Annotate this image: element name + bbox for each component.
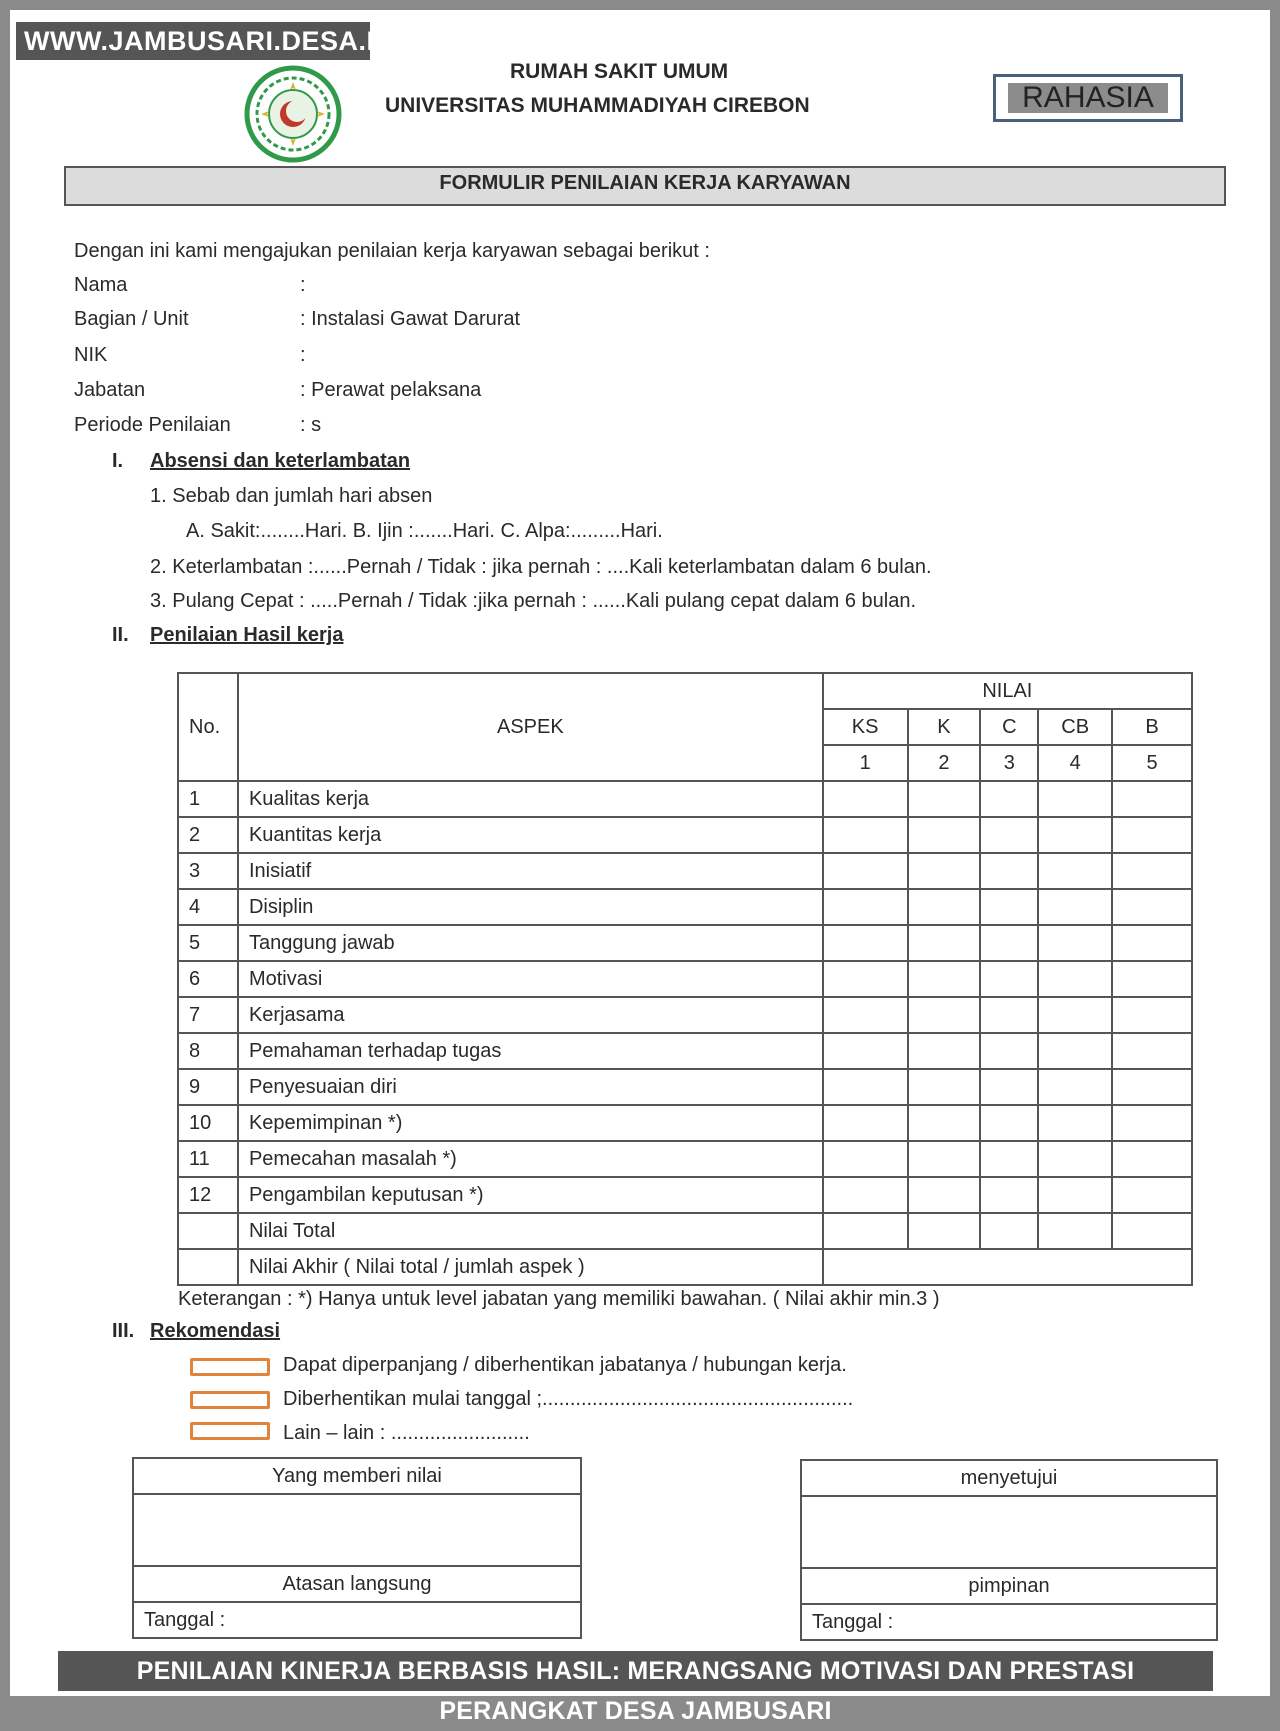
- table-row: [178, 1105, 1192, 1141]
- section3-title: Rekomendasi: [150, 1320, 281, 1342]
- field-value-jabatan: : Perawat pelaksana: [300, 379, 482, 401]
- row-number: 10: [178, 1105, 238, 1141]
- signature-left-role: Atasan langsung: [133, 1566, 581, 1602]
- score-cell-3[interactable]: [980, 1105, 1038, 1141]
- score-cell-5[interactable]: [1112, 889, 1192, 925]
- field-value-nama: :: [300, 274, 306, 296]
- row-aspect: Motivasi: [238, 961, 823, 997]
- score-cell-2[interactable]: [908, 1177, 981, 1213]
- signature-right-role: pimpinan: [801, 1568, 1217, 1604]
- row-aspect: Kualitas kerja: [238, 781, 823, 817]
- score-cell-1[interactable]: [823, 889, 908, 925]
- section1-item-3: 3. Pulang Cepat : .....Pernah / Tidak :jika pernah : ......Kali pulang cepat dalam 6 bulan.: [150, 590, 917, 612]
- score-cell-1[interactable]: [823, 1105, 908, 1141]
- field-label-nik: NIK: [74, 344, 108, 366]
- table-row: [178, 961, 1192, 997]
- row-aspect: Kepemimpinan *): [238, 1105, 823, 1141]
- table-row-final: [178, 1249, 1192, 1285]
- table-row: [178, 853, 1192, 889]
- watermark-banner: WWW.JAMBUSARI.DESA.ID: [16, 22, 370, 60]
- score-cell-1[interactable]: [823, 817, 908, 853]
- score-cell-2[interactable]: [908, 1033, 981, 1069]
- total-cell-4[interactable]: [1038, 1213, 1112, 1249]
- field-label-periode: Periode Penilaian: [74, 414, 231, 436]
- table-row: [178, 889, 1192, 925]
- score-cell-1[interactable]: [823, 997, 908, 1033]
- total-cell-2[interactable]: [908, 1213, 981, 1249]
- signature-left-space[interactable]: [133, 1494, 581, 1566]
- recommendation-option-2: Diberhentikan mulai tanggal ;........................................................: [283, 1388, 854, 1410]
- recommendation-option-3: Lain – lain : .........................: [283, 1422, 530, 1444]
- header-no: No.: [178, 673, 238, 781]
- hospital-logo-icon: [238, 64, 348, 164]
- score-3: 3: [980, 745, 1038, 781]
- hospital-name-line2: UNIVERSITAS MUHAMMADIYAH CIREBON: [385, 94, 810, 117]
- section3-number: III.: [112, 1320, 135, 1342]
- row-number: 9: [178, 1069, 238, 1105]
- table-row: [178, 1033, 1192, 1069]
- table-row: [178, 925, 1192, 961]
- score-cell-4[interactable]: [1038, 925, 1112, 961]
- field-label-jabatan: Jabatan: [74, 379, 146, 401]
- score-cell-1[interactable]: [823, 781, 908, 817]
- score-cell-4[interactable]: [1038, 1033, 1112, 1069]
- score-cell-4[interactable]: [1038, 781, 1112, 817]
- table-row-total: [178, 1213, 1192, 1249]
- confidential-stamp: [993, 74, 1183, 122]
- score-cell-4[interactable]: [1038, 1069, 1112, 1105]
- grade-ks: KS: [823, 709, 908, 745]
- score-cell-3[interactable]: [980, 853, 1038, 889]
- row-aspect: Pengambilan keputusan *): [238, 1177, 823, 1213]
- score-cell-1[interactable]: [823, 1069, 908, 1105]
- section2-title: Penilaian Hasil kerja: [150, 624, 344, 646]
- row-number: 4: [178, 889, 238, 925]
- row-aspect: Disiplin: [238, 889, 823, 925]
- hospital-name-line1: RUMAH SAKIT UMUM: [510, 60, 729, 83]
- row-number: 2: [178, 817, 238, 853]
- grade-b: B: [1112, 709, 1192, 745]
- grade-c: C: [980, 709, 1038, 745]
- score-cell-5[interactable]: [1112, 1177, 1192, 1213]
- score-cell-2[interactable]: [908, 1069, 981, 1105]
- row-number: 6: [178, 961, 238, 997]
- row-aspect: Inisiatif: [238, 853, 823, 889]
- header-aspek: ASPEK: [238, 673, 823, 781]
- score-4: 4: [1038, 745, 1112, 781]
- table-row: [178, 781, 1192, 817]
- table-row: [178, 1141, 1192, 1177]
- footer-banner: PENILAIAN KINERJA BERBASIS HASIL: MERANGSANG MOTIVASI DAN PRESTASI PERANGKAT DESA JAMBUSARI: [58, 1651, 1213, 1691]
- score-cell-5[interactable]: [1112, 925, 1192, 961]
- score-cell-5[interactable]: [1112, 1105, 1192, 1141]
- signature-left-title: Yang memberi nilai: [133, 1458, 581, 1494]
- signature-right-date: Tanggal :: [801, 1604, 1217, 1640]
- score-2: 2: [908, 745, 981, 781]
- score-cell-2[interactable]: [908, 1141, 981, 1177]
- grade-k: K: [908, 709, 981, 745]
- score-cell-3[interactable]: [980, 817, 1038, 853]
- field-value-nik: :: [300, 344, 306, 366]
- score-cell-5[interactable]: [1112, 817, 1192, 853]
- field-label-nama: Nama: [74, 274, 128, 296]
- signature-box-left: [132, 1457, 582, 1639]
- section1-item-2: 2. Keterlambatan :......Pernah / Tidak : jika pernah : ....Kali keterlambatan dalam 6 bulan.: [150, 556, 932, 578]
- score-cell-3[interactable]: [980, 925, 1038, 961]
- score-cell-2[interactable]: [908, 889, 981, 925]
- recommendation-option-1: Dapat diperpanjang / diberhentikan jabatanya / hubungan kerja.: [283, 1354, 847, 1376]
- score-cell-5[interactable]: [1112, 1141, 1192, 1177]
- section1-item-absence: A. Sakit:........Hari. B. Ijin :.......Hari. C. Alpa:.........Hari.: [186, 520, 663, 542]
- row-number: 7: [178, 997, 238, 1033]
- recommendation-checkbox-1[interactable]: [190, 1358, 270, 1376]
- total-cell-3[interactable]: [980, 1213, 1038, 1249]
- score-cell-4[interactable]: [1038, 1177, 1112, 1213]
- score-cell-4[interactable]: [1038, 997, 1112, 1033]
- score-cell-5[interactable]: [1112, 1033, 1192, 1069]
- field-label-unit: Bagian / Unit: [74, 308, 189, 330]
- table-row: [178, 817, 1192, 853]
- score-cell-4[interactable]: [1038, 961, 1112, 997]
- row-aspect: Tanggung jawab: [238, 925, 823, 961]
- score-cell-2[interactable]: [908, 781, 981, 817]
- intro-text: Dengan ini kami mengajukan penilaian kerja karyawan sebagai berikut :: [74, 240, 710, 262]
- section1-number: I.: [112, 450, 124, 472]
- score-cell-2[interactable]: [908, 961, 981, 997]
- recommendation-checkbox-3[interactable]: [190, 1422, 270, 1440]
- total-label: Nilai Total: [238, 1213, 823, 1249]
- final-label: Nilai Akhir ( Nilai total / jumlah aspek ): [238, 1249, 823, 1285]
- score-cell-5[interactable]: [1112, 853, 1192, 889]
- row-number: 5: [178, 925, 238, 961]
- score-cell-1[interactable]: [823, 1033, 908, 1069]
- score-cell-2[interactable]: [908, 925, 981, 961]
- score-cell-3[interactable]: [980, 889, 1038, 925]
- table-note: Keterangan : *) Hanya untuk level jabatan yang memiliki bawahan. ( Nilai akhir min.3 ): [178, 1288, 940, 1310]
- final-value-cell[interactable]: [823, 1249, 1192, 1285]
- table-row: [178, 997, 1192, 1033]
- row-aspect: Penyesuaian diri: [238, 1069, 823, 1105]
- score-cell-1[interactable]: [823, 853, 908, 889]
- score-cell-5[interactable]: [1112, 961, 1192, 997]
- document-page: [10, 10, 1270, 1696]
- score-cell-4[interactable]: [1038, 817, 1112, 853]
- field-value-periode: : s: [300, 414, 322, 436]
- score-cell-2[interactable]: [908, 853, 981, 889]
- section1-title: Absensi dan keterlambatan: [150, 450, 411, 472]
- signature-box-right: [800, 1459, 1218, 1641]
- score-cell-5[interactable]: [1112, 1069, 1192, 1105]
- score-cell-2[interactable]: [908, 1105, 981, 1141]
- total-cell-1[interactable]: [823, 1213, 908, 1249]
- row-aspect: Kerjasama: [238, 997, 823, 1033]
- score-5: 5: [1112, 745, 1192, 781]
- score-cell-3[interactable]: [980, 961, 1038, 997]
- row-number: 8: [178, 1033, 238, 1069]
- table-row: [178, 1177, 1192, 1213]
- table-row: [178, 1069, 1192, 1105]
- row-aspect: Kuantitas kerja: [238, 817, 823, 853]
- score-cell-3[interactable]: [980, 1177, 1038, 1213]
- score-cell-3[interactable]: [980, 1033, 1038, 1069]
- grade-cb: CB: [1038, 709, 1112, 745]
- score-cell-3[interactable]: [980, 1069, 1038, 1105]
- score-cell-5[interactable]: [1112, 997, 1192, 1033]
- row-number: 3: [178, 853, 238, 889]
- score-cell-2[interactable]: [908, 817, 981, 853]
- total-cell-5[interactable]: [1112, 1213, 1192, 1249]
- signature-right-title: menyetujui: [801, 1460, 1217, 1496]
- score-cell-3[interactable]: [980, 1141, 1038, 1177]
- score-cell-4[interactable]: [1038, 1141, 1112, 1177]
- score-1: 1: [823, 745, 908, 781]
- form-title: FORMULIR PENILAIAN KERJA KARYAWAN: [64, 166, 1226, 206]
- section1-item-1: 1. Sebab dan jumlah hari absen: [150, 485, 433, 507]
- header-nilai: NILAI: [823, 673, 1192, 709]
- score-cell-1[interactable]: [823, 1177, 908, 1213]
- row-number: 12: [178, 1177, 238, 1213]
- signature-left-date: Tanggal :: [133, 1602, 581, 1638]
- score-cell-1[interactable]: [823, 961, 908, 997]
- row-aspect: Pemecahan masalah *): [238, 1141, 823, 1177]
- score-cell-3[interactable]: [980, 997, 1038, 1033]
- section2-number: II.: [112, 624, 129, 646]
- score-cell-5[interactable]: [1112, 781, 1192, 817]
- score-cell-1[interactable]: [823, 1141, 908, 1177]
- score-cell-4[interactable]: [1038, 889, 1112, 925]
- total-no-cell: [178, 1213, 238, 1249]
- score-cell-3[interactable]: [980, 781, 1038, 817]
- row-aspect: Pemahaman terhadap tugas: [238, 1033, 823, 1069]
- score-cell-4[interactable]: [1038, 853, 1112, 889]
- score-cell-4[interactable]: [1038, 1105, 1112, 1141]
- score-cell-2[interactable]: [908, 997, 981, 1033]
- field-value-unit: : Instalasi Gawat Darurat: [300, 308, 521, 330]
- assessment-table: [177, 672, 1193, 1286]
- confidential-label: RAHASIA: [1008, 83, 1168, 113]
- score-cell-1[interactable]: [823, 925, 908, 961]
- aspect-rows: [178, 781, 1192, 1213]
- signature-right-space[interactable]: [801, 1496, 1217, 1568]
- recommendation-checkbox-2[interactable]: [190, 1391, 270, 1409]
- row-number: 1: [178, 781, 238, 817]
- final-no-cell: [178, 1249, 238, 1285]
- row-number: 11: [178, 1141, 238, 1177]
